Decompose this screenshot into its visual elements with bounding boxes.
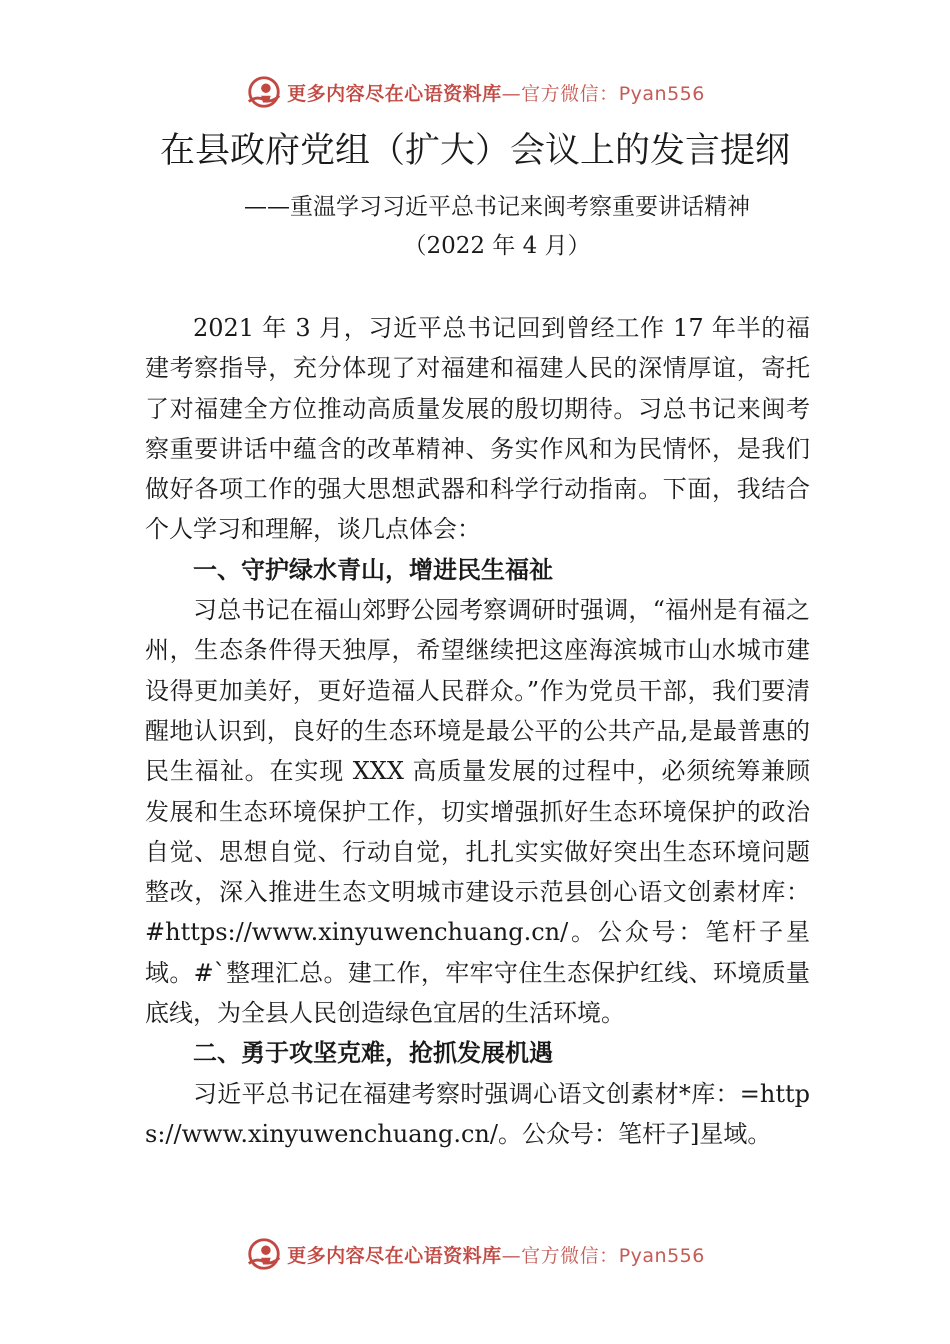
section-heading-2: 二、勇于攻坚克难，抢抓发展机遇 [193,1039,553,1068]
document-date: （2022 年 4 月） [403,233,591,259]
section-1-paragraph: 习总书记在福山郊野公园考察调研时强调，“福州是有福之州，生态条件得天独厚，希望继续把这座海滨城市山水城市建设得更加美好，更好造福人民群众。”作为党员干部，我们要清醒地认识到，良好的生态环境是最公平的公共产品,是最普惠的民生福祉。在实现 XXX 高质量发展的过程中，必须统筹兼顾发展和生态环境保护工作，切实增强抓好生态环境保护的政治自觉、思想自觉、行动自觉，扎扎实实做好突出生态环境问题整改，深入推进生态文明城市建设示范县创心语文创素材库：#https://www.xinyuwenchuang.cn/。公众号：笔杆子星域。#`整理汇总。建工作，牢牢守住生态保护红线、环境质量底线，为全县人民创造绿色宜居的生活环境。 [145,596,810,1028]
footer-watermark [0,1232,950,1276]
header-watermark [0,70,950,114]
intro-paragraph: 2021 年 3 月，习近平总书记回到曾经工作 17 年半的福建考察指导，充分体现了对福建和福建人民的深情厚谊，寄托了对福建全方位推动高质量发展的殷切期待。习总书记来闽考察重要讲话中蕴含的改革精神、务实作风和为民情怀，是我们做好各项工作的强大思想武器和科学行动指南。下面，我结合个人学习和理解，谈几点体会： [145,314,810,544]
logo-icon [245,73,283,111]
section-heading-1: 一、守护绿水青山，增进民生福祉 [193,555,553,584]
document-title: 在县政府党组（扩大）会议上的发言提纲 [159,131,790,171]
section-2-paragraph: 习近平总书记在福建考察时强调心语文创素材*库：=https://www.xinyuwenchuang.cn/。公众号：笔杆子]星域。 [145,1079,810,1148]
logo-icon [245,1235,283,1273]
watermark-text: 更多内容尽在心语资料库—官方微信：Pyan556 [287,82,705,105]
watermark-text: 更多内容尽在心语资料库—官方微信：Pyan556 [287,1244,705,1267]
document-subtitle: ——重温学习习近平总书记来闽考察重要讲话精神 [244,194,750,220]
document-body [145,308,810,1154]
